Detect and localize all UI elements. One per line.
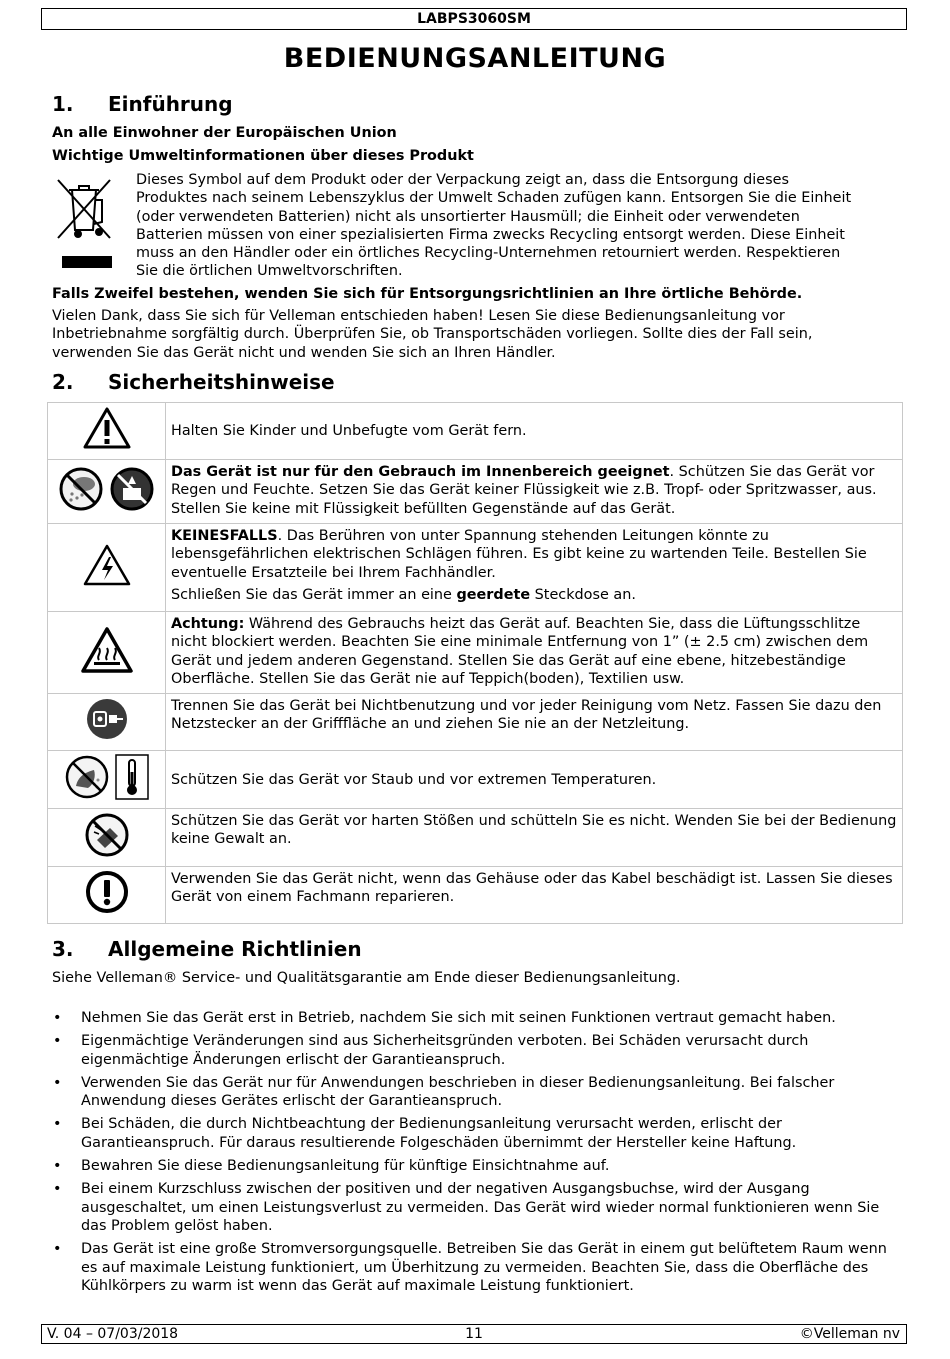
safety-row	[48, 460, 903, 524]
safety-row	[48, 694, 903, 751]
icon-cell	[48, 524, 166, 612]
thanks-paragraph	[52, 307, 902, 362]
safety-text	[171, 527, 898, 582]
safety-text-rest: Während des Gebrauchs heizt das Gerät auf. Beachten Sie, dass die Lüftungsschlitze nicht blockiert werden. Beachten Sie eine minimale Entfernung von 1” (± 2.5 cm) zwischen dem Gerät und jedem anderen Gegenstand. Stellen Sie das Gerät auf eine ebene, hitzebeständige Oberfläche. Stellen Sie das Gerät nie auf Teppich(boden), Textilien usw.	[171, 616, 869, 687]
document-title: BEDIENUNGSANLEITUNG	[283, 43, 667, 74]
safety-row	[48, 524, 903, 612]
eco-line: (oder verwendeten Batterien) nicht als unsortierter Hausmüll; die Einheit oder verwendeten	[136, 208, 800, 225]
safety-text-bold: Das Gerät ist nur für den Gebrauch im Innenbereich geeignet	[171, 464, 670, 480]
section-3-heading	[52, 937, 362, 961]
safety-table	[47, 402, 903, 924]
bullet-glyph: •	[53, 1181, 62, 1198]
safety-text: Schützen Sie das Gerät vor harten Stößen und schütteln Sie es nicht. Wenden Sie bei der Bedienung keine Gewalt an.	[171, 813, 897, 848]
safety-text: Trennen Sie das Gerät bei Nichtbenutzung und vor jeder Reinigung vom Netz. Fassen Sie dazu den Netzstecker an der Grifffläche an und ziehen Sie nie an der Netzleitung.	[171, 698, 882, 733]
section-number: 2.	[52, 370, 74, 394]
eco-paragraph	[136, 171, 906, 281]
no-rain-icon	[58, 466, 104, 512]
guidelines-list	[52, 1009, 902, 1300]
list-item	[52, 1240, 902, 1295]
exclamation-circle-icon	[85, 870, 129, 914]
section-number: 3.	[52, 937, 74, 961]
section-1-heading	[52, 92, 233, 116]
list-item	[52, 1009, 902, 1027]
text-cell	[166, 612, 903, 694]
text-cell	[166, 694, 903, 751]
guarantee-note: Siehe Velleman® Service- und Qualitätsgarantie am Ende dieser Bedienungsanleitung.	[52, 970, 681, 986]
footer-copyright: ©Velleman nv	[799, 1326, 900, 1342]
section-2-heading	[52, 370, 335, 394]
bullet-glyph: •	[53, 1074, 62, 1091]
bullet-glyph: •	[53, 1116, 62, 1133]
list-item	[52, 1032, 902, 1069]
icon-cell	[48, 403, 166, 460]
thanks-line: Vielen Dank, dass Sie sich für Velleman entschieden haben! Lesen Sie diese Bedienungsanleitung vor	[52, 308, 785, 324]
safety-text-rest: Steckdose an.	[530, 586, 636, 603]
safety-text	[171, 586, 898, 604]
safety-text: Schützen Sie das Gerät vor Staub und vor extremen Temperaturen.	[171, 771, 657, 788]
doubt-note: Falls Zweifel bestehen, wenden Sie sich für Entsorgungsrichtlinien an Ihre örtliche Behörde.	[52, 286, 803, 302]
safety-text-bold: Achtung:	[171, 616, 245, 632]
text-cell	[166, 524, 903, 612]
eco-line: muss an den Händler oder ein örtliches Recycling-Unternehmen retourniert werden. Respektieren	[136, 245, 841, 262]
icon-cell	[48, 694, 166, 751]
list-item-text: Das Gerät ist eine große Stromversorgungsquelle. Betreiben Sie das Gerät in einem gut belüftetem Raum wenn es auf maximale Leistung funktioniert, um Überhitzung zu vermeiden. Beachten Sie, dass die Oberfläche des Kühlkörpers zu warm ist wenn das Gerät auf maximale Leistung funktioniert.	[81, 1241, 887, 1294]
list-item	[52, 1180, 902, 1235]
eco-line: Produktes nach seinem Lebenszyklus der Umwelt Schaden zufügen kann. Entsorgen Sie die Einheit	[136, 190, 852, 207]
eco-line: Batterien müssen von einer spezialisierten Firma zwecks Recycling entsorgt werden. Diese Einheit	[136, 226, 845, 243]
no-liquid-icon	[109, 466, 155, 512]
list-item-text: Verwenden Sie das Gerät nur für Anwendungen beschrieben in dieser Bedienungsanleitung. Bei falscher Anwendung dieses Gerätes erlischt der Garantieanspruch.	[81, 1074, 835, 1110]
list-item-text: Bei Schäden, die durch Nichtbeachtung der Bedienungsanleitung verursacht werden, erlischt der Garantieanspruch. Für daraus resultierende Folgeschäden übernimmt der Hersteller keine Haftung.	[81, 1116, 797, 1151]
text-cell	[166, 460, 903, 524]
safety-text: Verwenden Sie das Gerät nicht, wenn das Gehäuse oder das Kabel beschädigt ist. Lassen Sie dieses Gerät von einem Fachmann reparieren.	[171, 871, 893, 906]
header-bar	[41, 8, 907, 30]
crossed-bin-icon	[52, 172, 116, 272]
safety-row	[48, 809, 903, 867]
electric-shock-icon	[83, 543, 131, 587]
section-title: Allgemeine Richtlinien	[108, 937, 362, 961]
icon-cell	[48, 867, 166, 924]
icon-cell	[48, 751, 166, 809]
safety-row	[48, 867, 903, 924]
bullet-glyph: •	[53, 1010, 62, 1026]
eco-line: Dieses Symbol auf dem Produkt oder der Verpackung zeigt an, dass die Entsorgung dieses	[136, 172, 789, 188]
list-item-text: Nehmen Sie das Gerät erst in Betrieb, nachdem Sie sich mit seinen Funktionen vertraut gemacht haben.	[81, 1010, 836, 1026]
text-cell	[166, 403, 903, 460]
list-item-text: Bewahren Sie diese Bedienungsanleitung für künftige Einsichtnahme auf.	[81, 1158, 610, 1175]
header-model: LABPS3060SM	[417, 11, 531, 27]
environment-subheading: Wichtige Umweltinformationen über dieses Produkt	[52, 148, 474, 164]
safety-text-rest: . Das Berühren von unter Spannung stehenden Leitungen könnte zu lebensgefährlichen elektrischen Schlägen führen. Es gibt keine zu wartenden Teile. Bestellen Sie eventuelle Ersatzteile bei Ihrem Fachhändler.	[171, 528, 867, 581]
bullet-glyph: •	[53, 1158, 62, 1175]
no-dust-icon	[64, 754, 110, 800]
text-cell	[166, 809, 903, 867]
icon-cell	[48, 809, 166, 867]
footer-version: V. 04 – 07/03/2018	[47, 1326, 179, 1342]
footer-bar	[41, 1324, 907, 1344]
safety-row	[48, 751, 903, 809]
bullet-glyph: •	[53, 1033, 62, 1050]
text-cell	[166, 867, 903, 924]
list-item-text: Bei einem Kurzschluss zwischen der positiven und der negativen Ausgangsbuchse, wird der Ausgang ausgeschaltet, um einen Leistungsverlust zu vermeiden. Das Gerät wird wieder normal funktionieren wenn Sie das Problem gelöst haben.	[81, 1181, 880, 1234]
unplug-icon	[85, 697, 129, 741]
list-item	[52, 1115, 902, 1152]
bullet-glyph: •	[53, 1241, 62, 1258]
safety-row	[48, 612, 903, 694]
safety-text-bold: KEINESFALLS	[171, 528, 278, 544]
eu-subheading: An alle Einwohner der Europäischen Union	[52, 125, 397, 141]
thanks-line: Inbetriebnahme sorgfältig durch. Überprüfen Sie, ob Transportschäden vorliegen. Sollte dies der Fall sein,	[52, 326, 813, 343]
section-title: Einführung	[108, 92, 233, 116]
icon-cell	[48, 612, 166, 694]
text-cell	[166, 751, 903, 809]
no-shock-icon	[84, 812, 130, 858]
eco-line: Sie die örtlichen Umweltvorschriften.	[136, 263, 403, 280]
safety-text-bold: geerdete	[456, 586, 531, 603]
thermometer-icon	[115, 754, 149, 800]
list-item	[52, 1074, 902, 1111]
safety-text: Halten Sie Kinder und Unbefugte vom Gerät fern.	[171, 423, 527, 440]
hot-surface-icon	[81, 626, 133, 674]
icon-cell	[48, 460, 166, 524]
safety-row	[48, 403, 903, 460]
list-item	[52, 1157, 902, 1175]
section-title: Sicherheitshinweise	[108, 370, 335, 394]
footer-page-number: 11	[465, 1326, 483, 1342]
list-item-text: Eigenmächtige Veränderungen sind aus Sicherheitsgründen verboten. Bei Schäden verursacht durch eigenmächtige Änderungen erlischt der Garantieanspruch.	[81, 1033, 809, 1068]
safety-text	[171, 615, 898, 688]
thanks-line: verwenden Sie das Gerät nicht und wenden Sie sich an Ihren Händler.	[52, 344, 556, 361]
safety-text-rest: Schließen Sie das Gerät immer an eine	[171, 586, 457, 603]
warning-triangle-icon	[83, 406, 131, 450]
safety-text	[171, 463, 898, 518]
section-number: 1.	[52, 92, 74, 116]
safety-text-rest: . Schützen Sie das Gerät vor Regen und Feuchte. Setzen Sie das Gerät keiner Flüssigkeit wie z.B. Tropf- oder Spritzwasser, aus. Stellen Sie keine mit Flüssigkeit befüllten Gegenstände auf das Gerät.	[171, 464, 877, 517]
